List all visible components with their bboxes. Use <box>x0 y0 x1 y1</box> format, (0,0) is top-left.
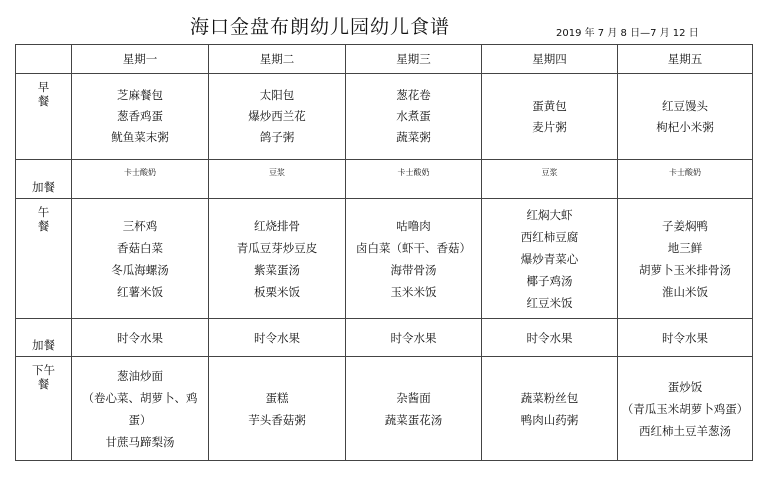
menu-item: 蛋糕 <box>265 390 289 405</box>
menu-item: 爆炒青菜心 <box>520 251 579 266</box>
menu-item: 时令水果 <box>390 330 437 345</box>
breakfast-cell <box>72 74 209 160</box>
day-header-tue: 星期二 <box>209 45 346 74</box>
breakfast-label-line: 早 <box>37 80 50 94</box>
menu-item: 蔬菜蛋花汤 <box>384 412 443 427</box>
snack1-cell <box>482 160 618 199</box>
menu-item: 时令水果 <box>254 330 300 345</box>
menu-item: 淮山米饭 <box>662 284 708 299</box>
snack2-cell <box>482 319 618 357</box>
afternoon-label-line: 餐 <box>37 377 50 391</box>
menu-item: 青瓜豆芽炒豆皮 <box>236 240 318 255</box>
afternoon-cell <box>72 357 209 461</box>
menu-item: 咕噜肉 <box>396 218 431 233</box>
menu-item: 太阳包 <box>259 88 295 102</box>
snack2-cell <box>72 319 209 357</box>
snack1-cell <box>618 160 753 199</box>
breakfast-cell <box>618 74 753 160</box>
breakfast-cell <box>209 74 346 160</box>
afternoon-cell <box>346 357 482 461</box>
menu-item: 葱香鸡蛋 <box>117 109 163 123</box>
snack1-cell <box>209 160 346 199</box>
lunch-label-line: 餐 <box>37 219 50 233</box>
menu-item: 椰子鸡汤 <box>526 273 573 288</box>
menu-item: 卡士酸奶 <box>669 168 701 177</box>
lunch-label <box>16 199 72 319</box>
afternoon-cell <box>209 357 346 461</box>
page-title: 海口金盘布朗幼儿园幼儿食谱 <box>189 16 450 38</box>
menu-item: 葱花卷 <box>396 88 431 102</box>
breakfast-label-line: 餐 <box>37 94 50 108</box>
menu-item: 葱油炒面 <box>117 368 163 383</box>
menu-item: 板栗米饭 <box>254 284 300 299</box>
menu-item: 香菇白菜 <box>117 240 163 255</box>
snack2-label <box>16 319 72 357</box>
menu-item: 芋头香菇粥 <box>248 412 306 427</box>
menu-item: 水煮蛋 <box>396 109 431 123</box>
menu-item: 豆浆 <box>541 168 558 177</box>
menu-item: 三杯鸡 <box>122 218 158 233</box>
menu-item: （卷心菜、胡萝卜、鸡 <box>82 390 198 405</box>
lunch-cell <box>346 199 482 319</box>
afternoon-label <box>16 357 72 461</box>
menu-item: 鸽子粥 <box>259 130 295 144</box>
breakfast-cell <box>482 74 618 160</box>
snack1-cell <box>72 160 209 199</box>
menu-item: 麦片粥 <box>532 119 567 134</box>
menu-item: 紫菜蛋汤 <box>254 262 300 277</box>
breakfast-cell <box>346 74 482 160</box>
snack2-cell <box>209 319 346 357</box>
menu-item: 地三鲜 <box>667 240 703 255</box>
menu-item: 西红柿豆腐 <box>520 229 579 244</box>
menu-item: 红豆米饭 <box>526 295 573 310</box>
menu-item: 杂酱面 <box>396 390 431 405</box>
lunch-label-line: 午 <box>37 205 50 219</box>
afternoon-cell <box>618 357 753 461</box>
menu-item: 鸭肉山药粥 <box>520 412 579 427</box>
snack1-cell <box>346 160 482 199</box>
menu-item: 红焖大虾 <box>526 207 573 222</box>
menu-item: 豆浆 <box>269 168 285 177</box>
menu-item: 红薯米饭 <box>117 284 163 299</box>
menu-item: 卡士酸奶 <box>397 168 430 177</box>
breakfast-label <box>16 74 72 160</box>
day-header-mon: 星期一 <box>72 45 209 74</box>
menu-item: 卤白菜（虾干、香菇） <box>356 240 471 255</box>
snack1-label-line: 加餐 <box>32 180 55 194</box>
header-row <box>16 45 753 74</box>
afternoon-label-line: 下午 <box>32 363 55 377</box>
menu-item: 枸杞小米粥 <box>656 119 714 134</box>
breakfast-row <box>16 74 753 160</box>
menu-item: 红烧排骨 <box>254 218 300 233</box>
menu-item: 蔬菜粥 <box>396 130 431 144</box>
menu-item: 冬瓜海螺汤 <box>111 262 169 277</box>
menu-item: 鱿鱼菜末粥 <box>111 130 169 144</box>
lunch-cell <box>209 199 346 319</box>
lunch-cell <box>618 199 753 319</box>
snack1-row <box>16 160 753 199</box>
menu-item: 海带骨汤 <box>390 262 437 277</box>
menu-item: 红豆馒头 <box>662 98 708 113</box>
day-header-thu: 星期四 <box>482 45 618 74</box>
snack2-label-line: 加餐 <box>32 338 55 352</box>
menu-item: 甘蔗马蹄梨汤 <box>105 434 175 449</box>
menu-item: 蛋黄包 <box>532 98 567 113</box>
menu-item: 西红柿土豆羊葱汤 <box>639 423 731 438</box>
day-header-fri: 星期五 <box>618 45 753 74</box>
menu-item: 胡萝卜玉米排骨汤 <box>639 262 731 277</box>
menu-item: 时令水果 <box>117 330 163 345</box>
menu-item: 蛋炒饭 <box>667 379 703 394</box>
afternoon-cell <box>482 357 618 461</box>
corner-cell <box>16 45 72 74</box>
menu-item: 玉米米饭 <box>390 284 437 299</box>
menu-item: 芝麻餐包 <box>117 88 163 102</box>
lunch-row <box>16 199 753 319</box>
snack1-label <box>16 160 72 199</box>
snack2-row <box>16 319 753 357</box>
day-header-wed: 星期三 <box>346 45 482 74</box>
lunch-cell <box>72 199 209 319</box>
menu-item: （青瓜玉米胡萝卜鸡蛋） <box>621 401 749 416</box>
menu-item: 蔬菜粉丝包 <box>520 390 579 405</box>
menu-item: 蛋） <box>128 412 152 427</box>
menu-table <box>15 44 753 461</box>
date-range: 2019 年 7 月 8 日—7 月 12 日 <box>556 28 699 39</box>
menu-item: 时令水果 <box>526 330 573 345</box>
snack2-cell <box>618 319 753 357</box>
lunch-cell <box>482 199 618 319</box>
menu-item: 子姜焖鸭 <box>662 218 708 233</box>
menu-item: 卡士酸奶 <box>124 168 156 177</box>
menu-item: 爆炒西兰花 <box>248 109 306 123</box>
menu-item: 时令水果 <box>662 330 708 345</box>
snack2-cell <box>346 319 482 357</box>
afternoon-row <box>16 357 753 461</box>
